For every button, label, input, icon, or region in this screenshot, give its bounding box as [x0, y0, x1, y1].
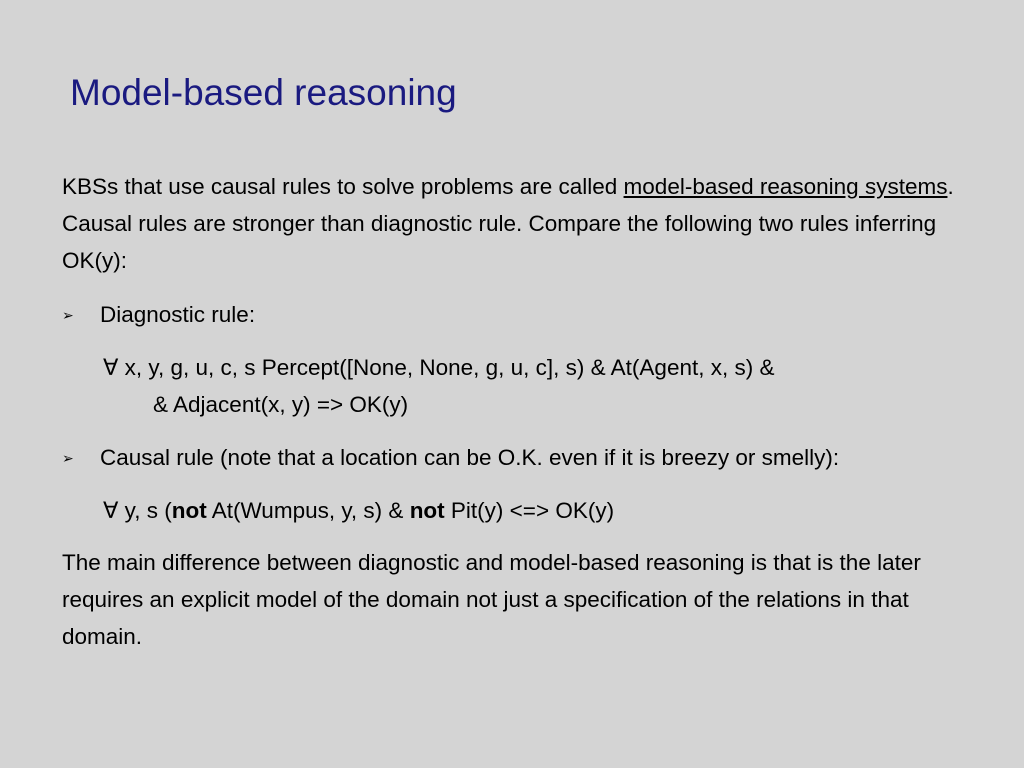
- causal-formula: [103, 492, 614, 529]
- intro-text-before: KBSs that use causal rules to solve problems are called: [62, 174, 624, 199]
- formula-part: ∀ y, s (: [103, 498, 172, 523]
- intro-term-underlined: model-based reasoning systems: [623, 174, 948, 199]
- formula-not-keyword: not: [409, 498, 445, 523]
- conclusion-paragraph: The main difference between diagnostic and model-based reasoning is that is the later requires an explicit model of the domain not just a specification of the relations in that domain.: [62, 550, 921, 649]
- slide-title: Model-based reasoning: [70, 72, 457, 113]
- bullet-causal-rule: [62, 439, 839, 477]
- bullet-diagnostic-rule: [62, 296, 255, 334]
- formula-part: At(Wumpus, y, s) &: [206, 498, 410, 523]
- arrowhead-bullet-icon: ➢: [62, 307, 74, 323]
- bullet-label: Causal rule (note that a location can be O.K. even if it is breezy or smelly):: [100, 445, 840, 470]
- diagnostic-formula-line2: & Adjacent(x, y) => OK(y): [153, 392, 409, 417]
- intro-text-after: . Causal rules are stronger than diagnostic rule. Compare the following two rules inferring OK(y):: [62, 174, 954, 273]
- formula-part: Pit(y) <=> OK(y): [444, 498, 615, 523]
- intro-paragraph: [62, 168, 982, 279]
- formula-not-keyword: not: [171, 498, 207, 523]
- arrowhead-bullet-icon: ➢: [62, 450, 74, 466]
- diagnostic-formula-line1: ∀ x, y, g, u, c, s Percept([None, None, g, u, c], s) & At(Agent, x, s) &: [103, 355, 775, 380]
- bullet-label: Diagnostic rule:: [100, 302, 256, 327]
